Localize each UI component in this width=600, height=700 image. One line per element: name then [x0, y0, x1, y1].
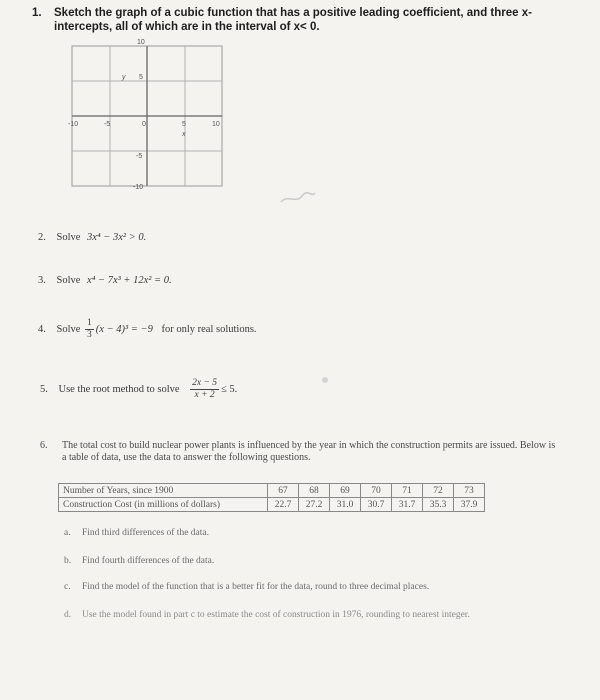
- question-5-label: Use the root method to solve: [58, 383, 180, 395]
- question-4-number: 4.: [38, 323, 46, 335]
- question-6c: [64, 582, 574, 592]
- question-6d: [64, 609, 554, 621]
- origin-label: 0: [142, 121, 146, 128]
- question-5-tail: ≤ 5.: [221, 383, 238, 395]
- question-6-number: 6.: [40, 440, 48, 451]
- table-row-label: Number of Years, since 1900: [59, 484, 268, 498]
- coordinate-grid: [52, 36, 232, 196]
- part-letter: b.: [64, 556, 72, 566]
- question-6-text: The total cost to build nuclear power plants is influenced by the year in which the construction permits are issued. Below is a table of data, use the data to answer the following questions.: [62, 440, 556, 463]
- question-1-number: 1.: [32, 7, 42, 19]
- x-tick-10: 10: [212, 121, 220, 128]
- question-5-number: 5.: [40, 383, 48, 395]
- table-cell: 69: [330, 484, 361, 498]
- question-6a: [64, 528, 209, 538]
- table-cell: 35.3: [423, 498, 454, 512]
- question-4: [38, 318, 257, 341]
- table-cell: 73: [454, 484, 485, 498]
- table-cell: 22.7: [268, 498, 299, 512]
- table-cell: 72: [423, 484, 454, 498]
- y-tick-neg5: -5: [136, 153, 143, 160]
- x-axis-letter: x: [182, 131, 186, 138]
- grid-svg: [52, 36, 232, 196]
- question-1-text: Sketch the graph of a cubic function that has a positive leading coefficient, and three x-intercepts, all of which are in the interval of x< 0.: [54, 7, 532, 33]
- y-tick-10: 10: [137, 39, 145, 46]
- table-cell: 70: [361, 484, 392, 498]
- question-3-expression: x⁴ − 7x³ + 12x² = 0.: [87, 275, 172, 286]
- table-cell: 67: [268, 484, 299, 498]
- question-4-fraction-den: 3: [87, 330, 92, 340]
- table-cell: 71: [392, 484, 423, 498]
- question-2-expression: 3x⁴ − 3x² > 0.: [87, 232, 147, 243]
- part-text: Find the model of the function that is a better fit for the data, round to three decimal places.: [82, 582, 430, 592]
- stray-mark: [322, 377, 328, 383]
- data-table: [58, 483, 485, 512]
- y-axis-letter: y: [122, 74, 126, 81]
- question-3-label: Solve: [56, 275, 81, 286]
- table-cell: 31.0: [330, 498, 361, 512]
- x-tick-5: 5: [182, 121, 186, 128]
- question-5-fraction-num: 2x − 5: [192, 378, 218, 388]
- question-4-fraction: [85, 318, 94, 341]
- part-letter: c.: [64, 582, 71, 592]
- question-6b: [64, 556, 214, 566]
- table-row-costs: [59, 498, 485, 512]
- table-row-years: [59, 484, 485, 498]
- part-text: Find fourth differences of the data.: [82, 556, 215, 566]
- question-4-expression: (x − 4)³ = −9: [95, 323, 153, 335]
- question-5-fraction: [190, 378, 219, 401]
- question-5-fraction-den: x + 2: [194, 390, 215, 400]
- part-text: Use the model found in part c to estimate the cost of construction in 1976, rounding to nearest integer.: [82, 610, 470, 620]
- question-6: [40, 440, 560, 464]
- table-cell: 30.7: [361, 498, 392, 512]
- question-3: [38, 275, 172, 286]
- part-letter: d.: [64, 610, 72, 620]
- question-2-label: Solve: [56, 232, 81, 243]
- question-3-number: 3.: [38, 275, 46, 286]
- x-tick-neg5: -5: [104, 121, 111, 128]
- y-tick-neg10: -10: [133, 184, 144, 191]
- question-4-label: Solve: [56, 323, 81, 335]
- question-5: [40, 378, 237, 401]
- part-text: Find third differences of the data.: [82, 528, 209, 538]
- question-1: [32, 6, 582, 34]
- table-cell: 31.7: [392, 498, 423, 512]
- x-tick-neg10: -10: [68, 121, 79, 128]
- table-cell: 37.9: [454, 498, 485, 512]
- question-4-tail: for only real solutions.: [161, 323, 257, 335]
- table-cell: 68: [299, 484, 330, 498]
- question-2: [38, 232, 146, 243]
- y-tick-5: 5: [139, 74, 143, 81]
- table-cell: 27.2: [299, 498, 330, 512]
- part-letter: a.: [64, 528, 71, 538]
- question-4-fraction-num: 1: [87, 318, 92, 328]
- question-2-number: 2.: [38, 232, 46, 243]
- scribble-mark: [278, 188, 318, 208]
- table-row-label: Construction Cost (in millions of dollars): [59, 498, 268, 512]
